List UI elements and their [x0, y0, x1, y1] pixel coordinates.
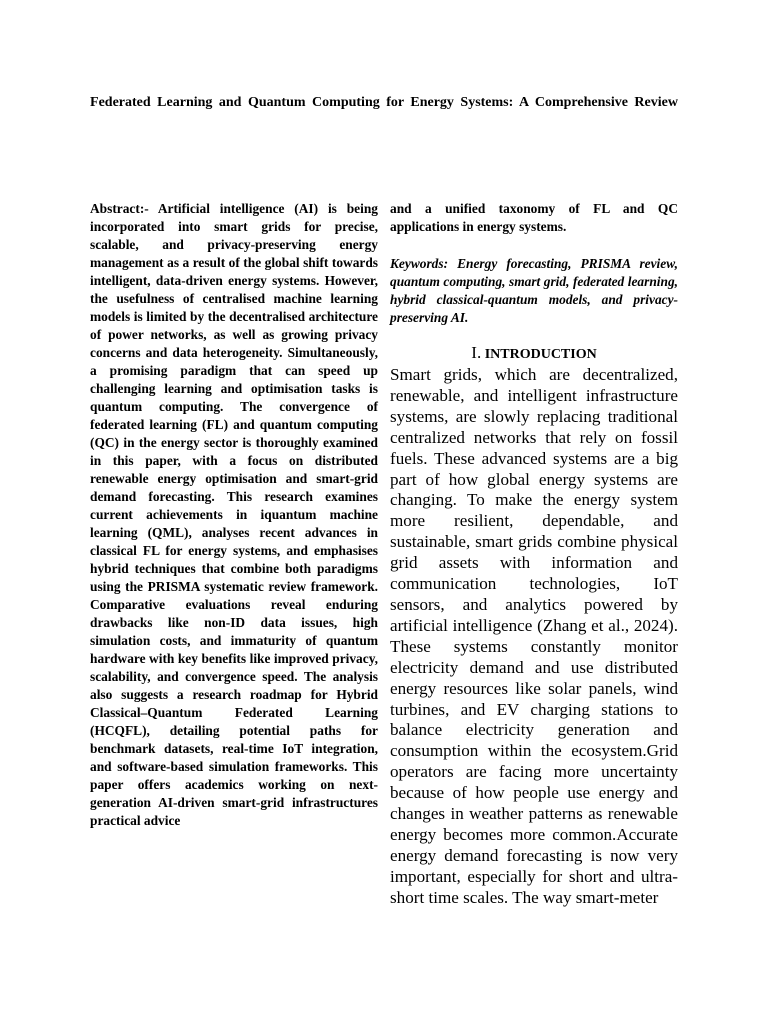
- section-title: INTRODUCTION: [484, 347, 597, 362]
- section-number: I.: [471, 343, 482, 362]
- keywords: Keywords: Energy forecasting, PRISMA review, quantum computing, smart grid, federated learning, hybrid classical-quantum models, and privacy-preserving AI.: [390, 256, 678, 325]
- section-heading-introduction: [390, 343, 678, 365]
- paper-title: Federated Learning and Quantum Computing for Energy Systems: A Comprehensive Review: [90, 95, 678, 110]
- abstract-text: Abstract:- Artificial intelligence (AI) is being incorporated into smart grids for precise, scalable, and privacy-preserving energy management as a result of the global shift towards intelligent, data-driven energy systems. However, the usefulness of centralised machine learning models is limited by the decentralised architecture of power networks, as well as growing privacy concerns and data heterogeneity. Simultaneously, a promising paradigm that can speed up challenging learning and optimisation tasks is quantum computing. The convergence of federated learning (FL) and quantum computing (QC) in the energy sector is thoroughly examined in this paper, with a focus on distributed renewable energy optimisation and smart-grid demand forecasting. This research examines current achievements in iquantum machine learning (QML), analyses recent advances in classical FL for energy systems, and emphasises hybrid techniques that combine both paradigms using the PRISMA systematic review framework. Comparative evaluations reveal enduring drawbacks like non-ID data issues, high simulation costs, and immaturity of quantum hardware with key benefits like improved privacy, scalability, and convergence speed. The analysis also suggests a research roadmap for Hybrid Classical–Quantum Federated Learning (HCQFL), detailing potential paths for benchmark datasets, real-time IoT integration, and software-based simulation frameworks. This paper offers academics working on next-generation AI-driven smart-grid infrastructures practical advice: [90, 201, 378, 828]
- introduction-text: Smart grids, which are decentralized, renewable, and intelligent infrastructure systems, are slowly replacing traditional centralized networks that rely on fossil fuels. These advanced systems are a big part of how global energy systems are changing. To make the energy system more resilient, dependable, and sustainable, smart grids combine physical grid assets with information and communication technologies, IoT sensors, and analytics powered by artificial intelligence (Zhang et al., 2024). These systems constantly monitor electricity demand and use distributed energy resources like solar panels, wind turbines, and EV charging stations to balance electricity generation and consumption within the ecosystem.Grid operators are facing more uncertainty because of how people use energy and changes in weather patterns as renewable energy becomes more common.Accurate energy demand forecasting is now very important, especially for short and ultra-short time scales. The way smart-meter: [390, 365, 678, 907]
- left-column: [90, 200, 378, 830]
- abstract-continuation: and a unified taxonomy of FL and QC applications in energy systems.: [390, 201, 678, 234]
- right-column: [390, 200, 678, 909]
